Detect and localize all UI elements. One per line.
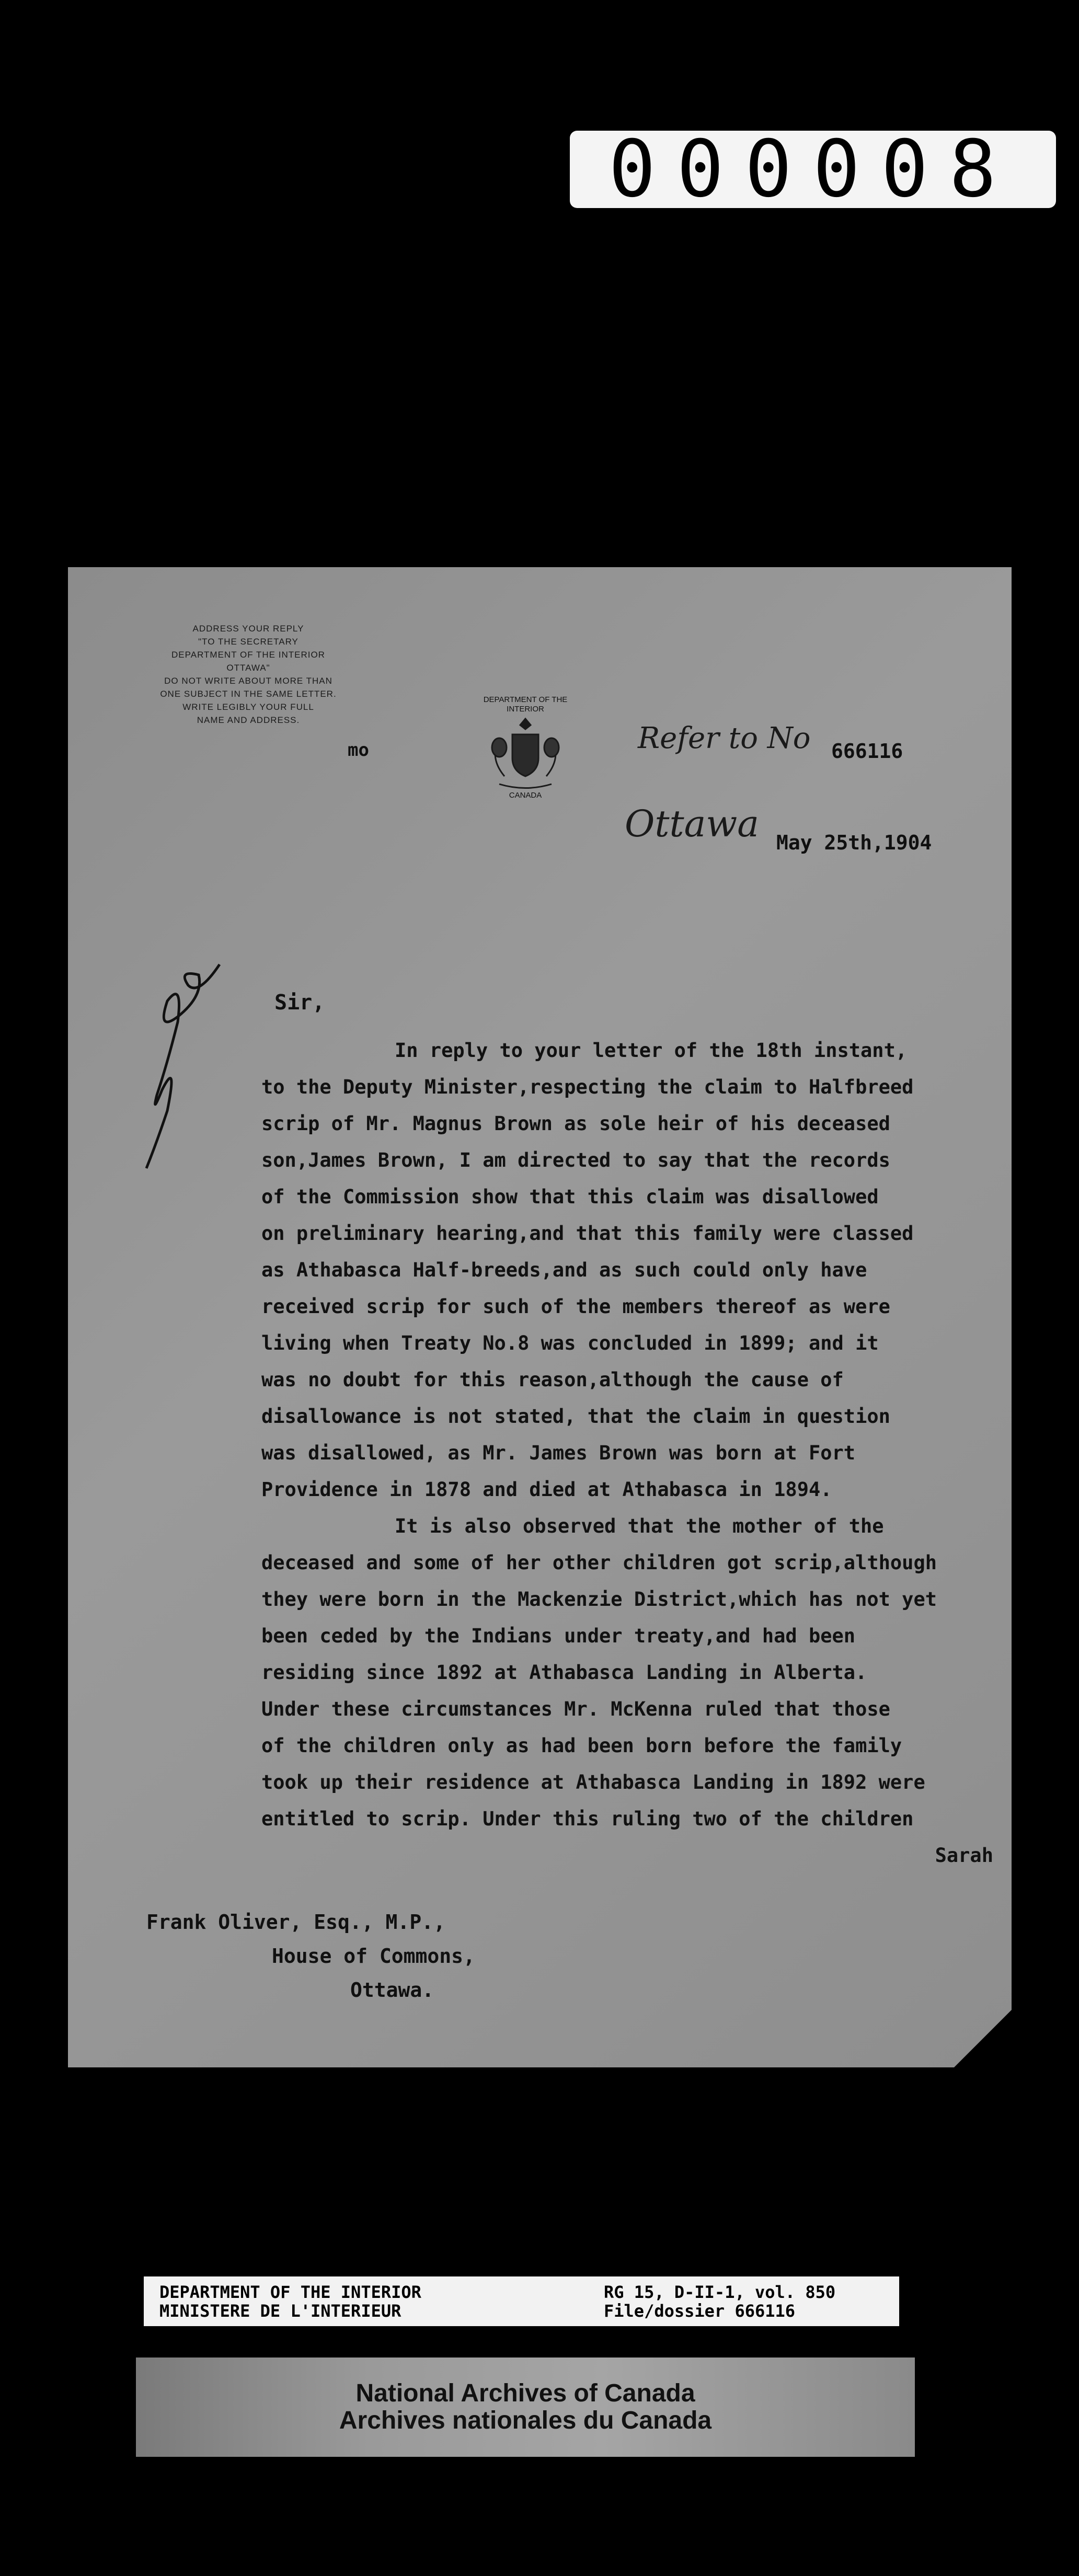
- address-line: ADDRESS YOUR REPLY: [192, 624, 304, 634]
- record-group-ref: RG 15, D-II-1, vol. 850: [604, 2282, 836, 2302]
- recipient-block: [146, 1905, 475, 2007]
- body-line: to the Deputy Minister,respecting the claim to Halfbreed: [261, 1076, 914, 1098]
- body-line: been ceded by the Indians under treaty,and had been: [261, 1625, 856, 1647]
- archives-banner: [136, 2358, 915, 2457]
- letter-date: May 25th,1904: [776, 831, 932, 854]
- file-dossier-ref: File/dossier 666116: [604, 2301, 796, 2321]
- address-line: OTTAWA": [226, 663, 270, 673]
- body-line: of the children only as had been born before the family: [261, 1734, 902, 1757]
- body-line: In reply to your letter of the 18th instant,: [395, 1039, 908, 1062]
- body-line: deceased and some of her other children got scrip,although: [261, 1551, 937, 1574]
- address-line: DO NOT WRITE ABOUT MORE THAN: [164, 676, 332, 686]
- body-line: Under these circumstances Mr. McKenna ruled that those: [261, 1698, 890, 1720]
- body-line: son,James Brown, I am directed to say that the records: [261, 1149, 890, 1171]
- department-en: DEPARTMENT OF THE INTERIOR: [159, 2282, 421, 2302]
- address-line: "TO THE SECRETARY: [198, 637, 299, 647]
- body-line: of the Commission show that this claim was disallowed: [261, 1186, 879, 1208]
- address-line: DEPARTMENT OF THE INTERIOR: [171, 650, 325, 660]
- typist-initials: mo: [348, 740, 369, 761]
- body-line: living when Treaty No.8 was concluded in 1899; and it: [261, 1332, 879, 1354]
- body-line: was no doubt for this reason,although the cause of: [261, 1368, 844, 1391]
- place-of-writing: Ottawa: [625, 802, 760, 845]
- archive-reference-label: [144, 2276, 899, 2326]
- body-line: disallowance is not stated, that the claim in question: [261, 1405, 890, 1428]
- margin-annotation-icon: [131, 954, 235, 1205]
- recipient-name: Frank Oliver, Esq., M.P.,: [146, 1911, 445, 1934]
- department-fr: MINISTERE DE L'INTERIEUR: [159, 2301, 401, 2321]
- frame-number-label: [570, 124, 1056, 215]
- recipient-line: Ottawa.: [350, 1979, 434, 2002]
- salutation: Sir,: [274, 991, 325, 1015]
- archives-name-en: National Archives of Canada: [355, 2379, 695, 2407]
- department-seal: [476, 695, 575, 802]
- body-line: Sarah: [935, 1844, 993, 1867]
- body-line: on preliminary hearing,and that this family were classed: [261, 1222, 914, 1245]
- body-line: was disallowed, as Mr. James Brown was born at Fort: [261, 1442, 856, 1464]
- file-number: 666116: [831, 740, 903, 763]
- body-line: scrip of Mr. Magnus Brown as sole heir of his deceased: [261, 1112, 890, 1135]
- recipient-line: House of Commons,: [272, 1945, 475, 1968]
- seal-top-text: DEPARTMENT OF THE INTERIOR: [483, 695, 568, 714]
- body-line: received scrip for such of the members thereof as were: [261, 1295, 890, 1318]
- letter-body: [261, 1032, 1004, 1874]
- body-line: residing since 1892 at Athabasca Landing in Alberta.: [261, 1661, 867, 1684]
- body-line: It is also observed that the mother of the: [395, 1515, 884, 1537]
- body-line: entitled to scrip. Under this ruling two of the children: [261, 1808, 914, 1830]
- body-line: they were born in the Mackenzie District,which has not yet: [261, 1588, 937, 1611]
- address-line: ONE SUBJECT IN THE SAME LETTER.: [160, 689, 337, 699]
- address-instructions: [131, 622, 366, 727]
- seal-bottom-text: CANADA: [509, 791, 542, 800]
- refer-label: Refer to No: [638, 721, 811, 755]
- address-line: WRITE LEGIBLY YOUR FULL: [182, 702, 314, 712]
- letter-page: [68, 567, 1012, 2067]
- body-line: took up their residence at Athabasca Landing in 1892 were: [261, 1771, 925, 1793]
- folded-corner: [954, 2010, 1012, 2067]
- archives-name-fr: Archives nationales du Canada: [339, 2407, 712, 2434]
- address-line: NAME AND ADDRESS.: [197, 715, 300, 725]
- body-line: as Athabasca Half-breeds,and as such could only have: [261, 1259, 867, 1281]
- body-line: Providence in 1878 and died at Athabasca in 1894.: [261, 1478, 832, 1501]
- frame-number: 000008: [609, 124, 1017, 215]
